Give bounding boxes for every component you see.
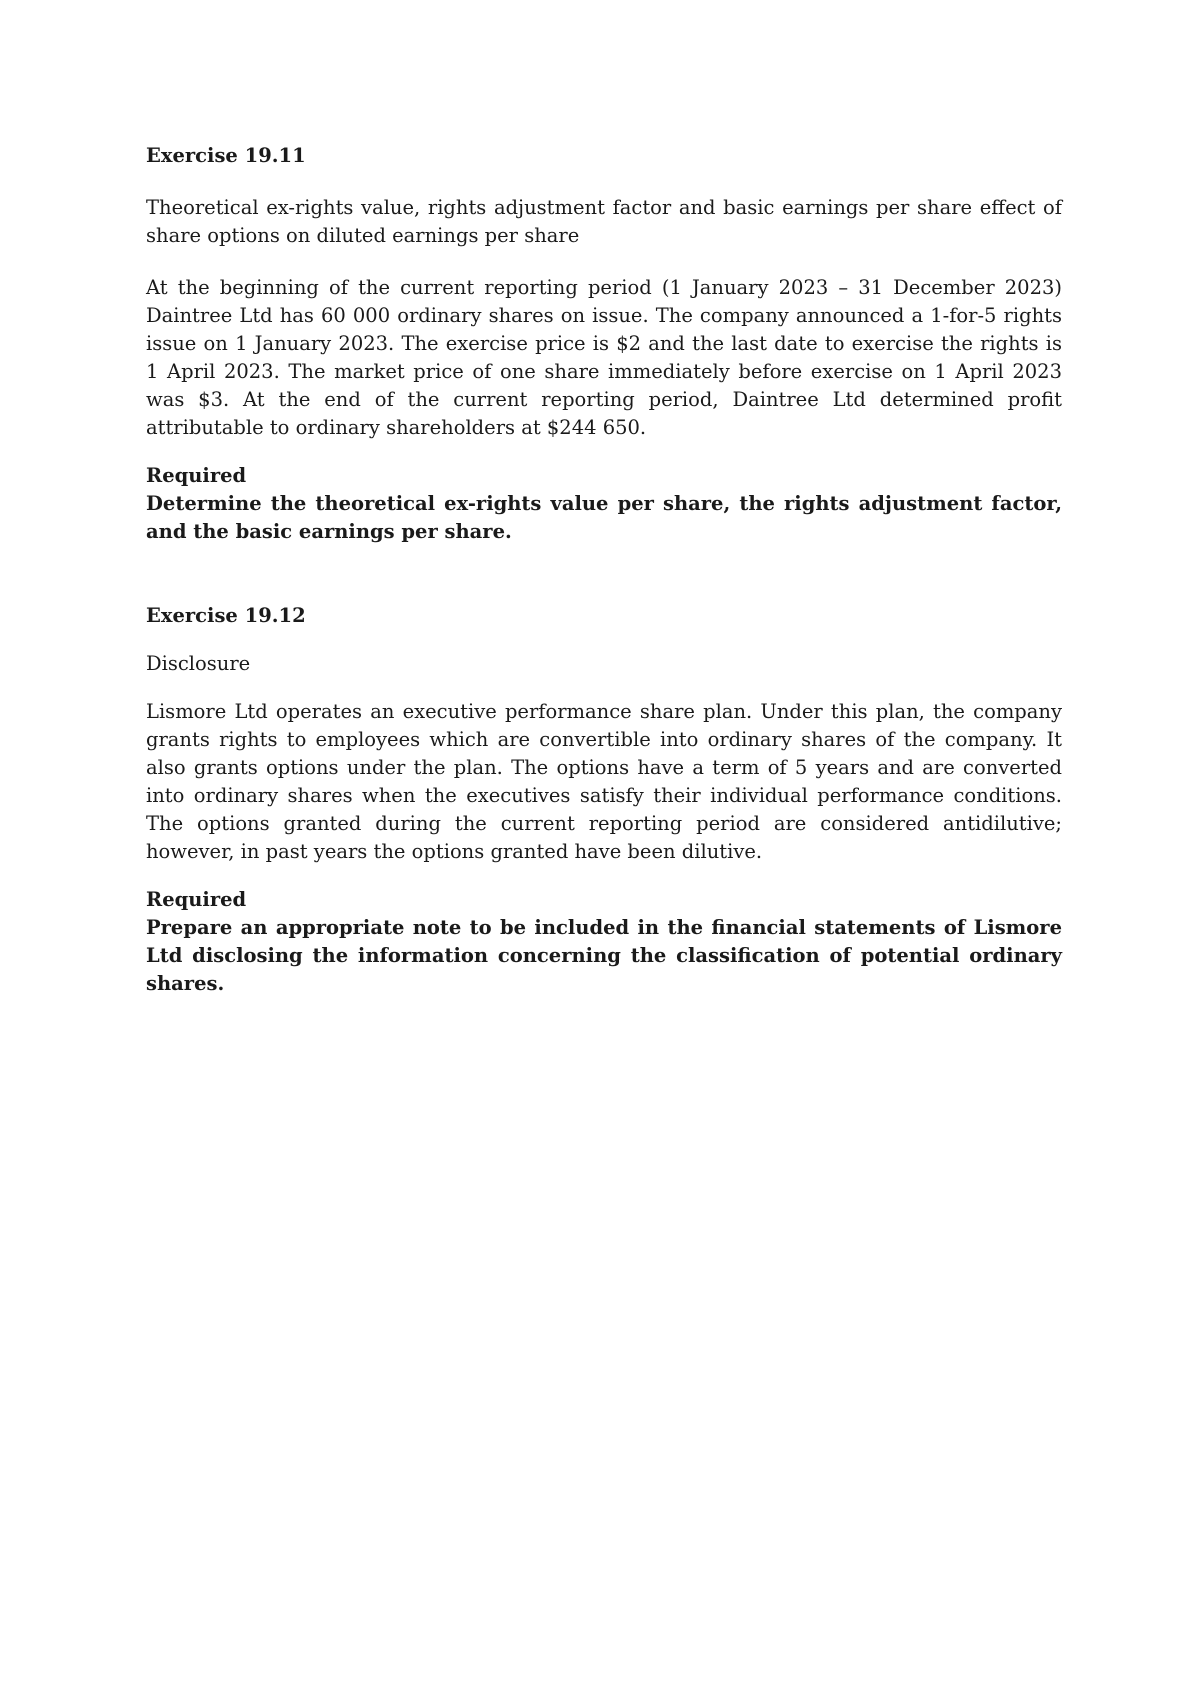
exercise-body: Lismore Ltd operates an executive performance share plan. Under this plan, the company grants rights to employees which are convertible into ordinary shares of the company. It also grants options under the plan. The options have a term of 5 years and are converted into ordinary shares when the executives satisfy their individual performance conditions. The options granted during the current reporting period are considered antidilutive; however, in past years the options granted have been dilutive.: [146, 700, 1062, 863]
exercise-subtitle: Disclosure: [146, 652, 251, 675]
required-label: Required: [146, 464, 247, 487]
document-page: [146, 142, 1062, 998]
exercise-subtitle: Theoretical ex-rights value, rights adjustment factor and basic earnings per share effect of share options on diluted earnings per share: [146, 196, 1062, 247]
required-text: Determine the theoretical ex-rights value per share, the rights adjustment factor, and the basic earnings per share.: [146, 492, 1062, 543]
exercise-title: Exercise 19.12: [146, 604, 306, 627]
exercise-body: At the beginning of the current reporting period (1 January 2023 – 31 December 2023) Daintree Ltd has 60 000 ordinary shares on issue. The company announced a 1-for-5 rights issue on 1 January 2023. The exercise price is $2 and the last date to exercise the rights is 1 April 2023. The market price of one share immediately before exercise on 1 April 2023 was $3. At the end of the current reporting period, Daintree Ltd determined profit attributable to ordinary shareholders at $244 650.: [146, 276, 1062, 439]
exercise-19-11: [146, 142, 1062, 546]
exercise-title: Exercise 19.11: [146, 144, 306, 167]
required-text: Prepare an appropriate note to be included in the financial statements of Lismore Ltd disclosing the information concerning the classification of potential ordinary shares.: [146, 916, 1062, 995]
exercise-19-12: [146, 602, 1062, 998]
required-label: Required: [146, 888, 247, 911]
